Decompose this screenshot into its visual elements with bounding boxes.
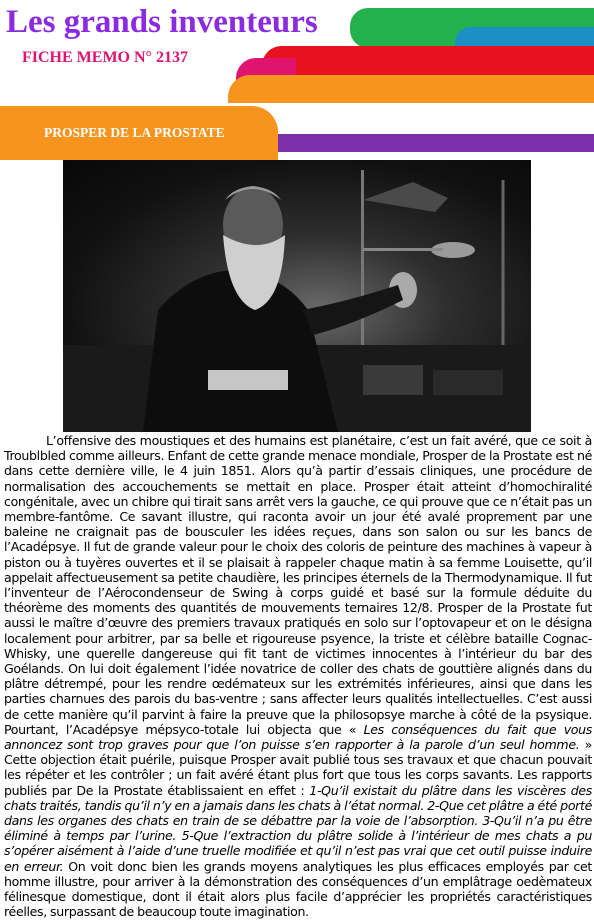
article-paragraph (4, 433, 592, 920)
article-body (4, 433, 592, 920)
band-red (262, 46, 594, 76)
band-purple (278, 134, 594, 152)
article-text-part-2: » Cette objection était puérile, puisque Prosper avait publié tous ses travaux et que chacun pouvait les répéter et les contrôler ; un fait avéré étant plus fort que tous les corps savants. Les rapports publiés par De la Prostate établissaient en effet : (4, 737, 592, 798)
academy-quote: Les conséquences du fait que vous annoncez sont trop graves pour que l’on puisse s’en rapporter à la parole d’un seul homme. (4, 721, 593, 753)
desk-box (363, 365, 423, 395)
article-text-part-3: On voit donc bien les grands moyens analytiques les plus efficaces employés par cet homme illustre, pour arriver à la démonstration des conséquences d’un emplâtrage oedèmateux félinesque domestique, dont il était alors plus facile d’apprécier les propriétés caractéristiques réelles, surpassant de beaucoup toute imagination. (4, 858, 592, 920)
article-text-part-1: L’offensive des moustiques et des humains est planétaire, c’est un fait avéré, que ce soit à Troublbled comme ailleurs. Enfant de cette grande menace mondiale, Prosper de la Prostate est né dans cette dernière ville, le 4 juin 1851. Alors qu’à partir d’essais cliniques, une procédure de normalisation des accouchements se mettait en place. Prosper était atteint d’homochiralité congénitale, avec un chibre qui tirait sans arrêt vers la gauche, ce qui prouve que ce n’était pas un membre-fantôme. Ce savant illustre, qui raconta avoir un jour été avalé proprement par une baleine ne craignait pas de bousculer les idées reçues, dans son salon ou sur les bancs de l’Acadépsye. Il fut de grande valeur pour le choix des coloris de peinture des machines à vapeur à piston ou à tuyères ouvertes et il se plaisait à rappeler chaque matin à sa femme Louisette, qu’il appelait affectueusement sa petite chaudière, les principes éternels de la Thermodynamique. Il fut l’inventeur de l’Aérocondenseur de Swing à corps guidé et basé sur la formule déduite du théorème des moments des quantités de mouvements ternaires 12/8. Prosper de la Prostate fut aussi le maître d’œuvre des premiers travaux pratiqués en solo sur l’optovapeur et on le désigna localement pour arbitrer, par sa belle et rigoureuse psyence, la triste et célèbre bataille Cognac-Whisky, une querelle dangereuse qui fit tant de victimes innocentes à l’intérieur du bar des Goélands. On lui doit également l’idée novatrice de coller des chats de gouttière alignés dans du plâtre détrempé, pour les rendre œdémateux sur les extrémités inférieures, ainsi que dans les parties charnues des parois du bas-ventre ; sans affecter leurs qualités intellectuelles. C’est aussi de cette manière qu’il parvint à faire la preuve que la philosopsye marche à côté de la psysique. Pourtant, l’Acadépsye mépsyco-totale lui objecta que « (4, 433, 592, 737)
inventor-portrait-photo (63, 160, 531, 432)
report-findings: 1-Qu’il existait du plâtre dans les viscères des chats traités, tandis qu’il n’y en a jamais dans les chats à l’état normal. 2-Que cet plâtre a été porté dans les organes des chats en train de se débattre par la voie de l’absorption. 3-Qu’il n’a pu être éliminé à temps par l’urine. 5-Que l’extraction du plâtre solide à l’intérieur de mes chats a pu s’opérer aisément à l’aide d’une truelle modifiée et qu’il n’est pas vrai que cet outil puisse induire en erreur. (4, 782, 592, 874)
page-title: Les grands inventeurs (6, 4, 318, 40)
paper-on-desk (208, 370, 288, 390)
portrait-illustration (63, 160, 531, 432)
band-orange-right (228, 75, 594, 103)
subject-name: PROSPER DE LA PROSTATE (44, 125, 225, 140)
inventor-arm (303, 285, 403, 335)
lamp-head (363, 182, 448, 212)
fiche-number: FICHE MEMO N° 2137 (22, 49, 188, 66)
